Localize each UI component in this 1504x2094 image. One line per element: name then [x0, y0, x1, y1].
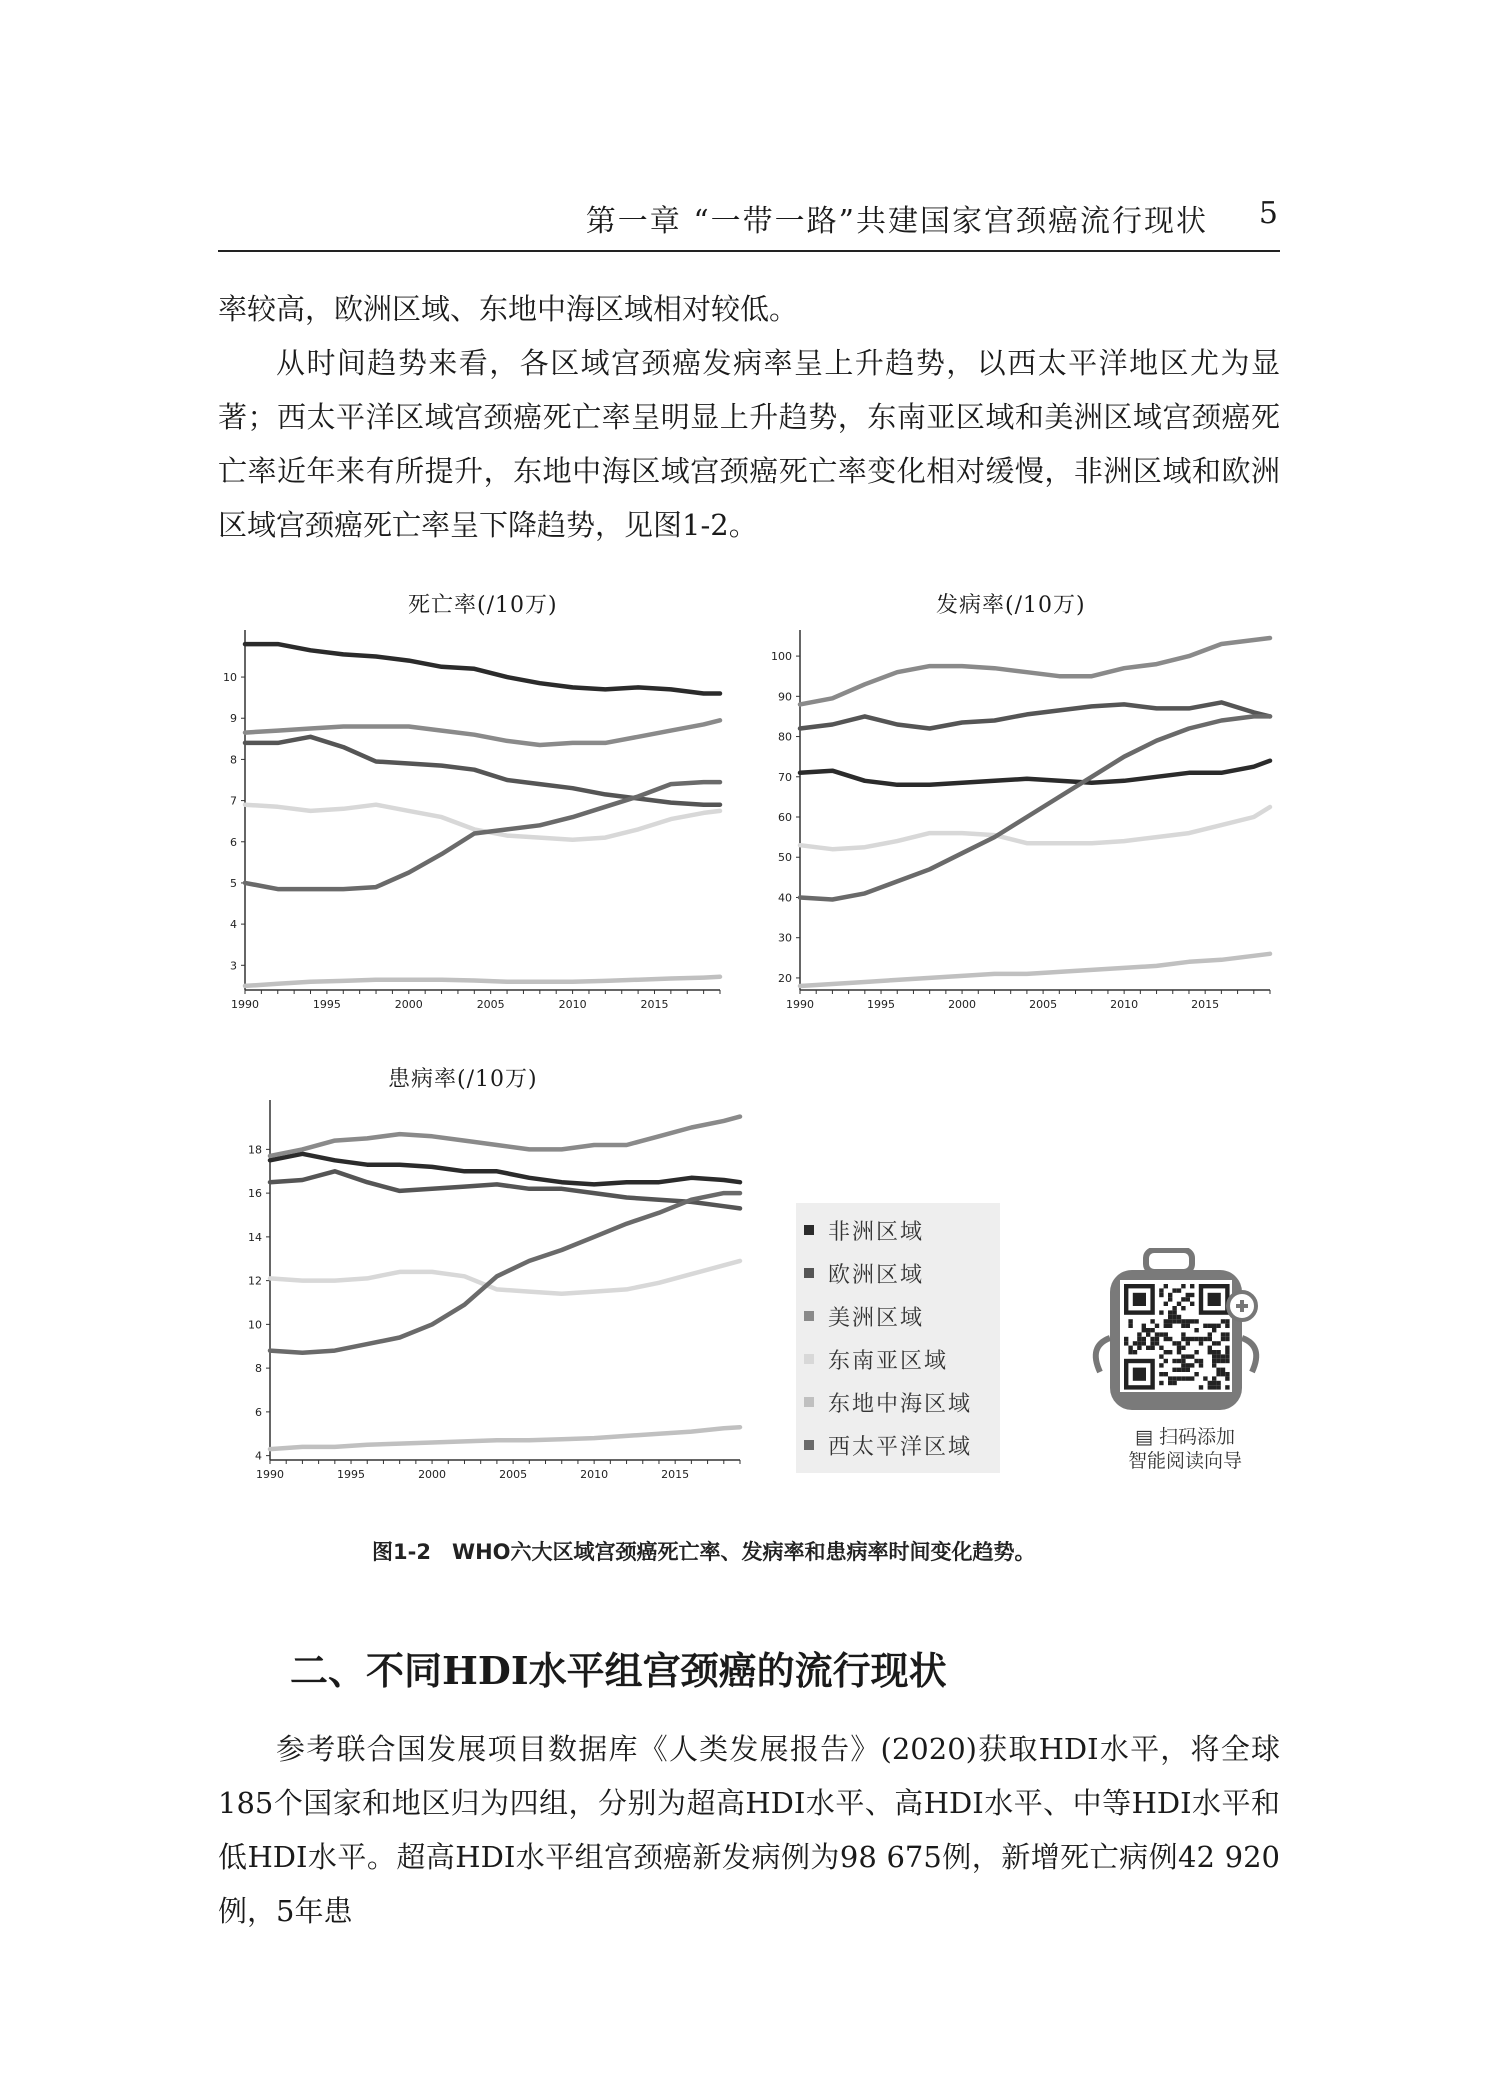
qr-module [1194, 1350, 1198, 1354]
qr-module [1212, 1354, 1216, 1358]
legend-label: 东地中海区域 [828, 1391, 973, 1417]
legend-label: 东南亚区域 [828, 1348, 949, 1374]
qr-module [1168, 1350, 1172, 1354]
y-tick-label: 10 [248, 1318, 262, 1332]
qr-module [1186, 1297, 1190, 1301]
qr-module [1159, 1381, 1163, 1385]
qr-module [1155, 1324, 1159, 1328]
qr-module [1137, 1346, 1141, 1350]
qr-module [1199, 1385, 1203, 1389]
qr-module [1225, 1324, 1229, 1328]
qr-module [1216, 1341, 1220, 1345]
y-tick-label: 3 [230, 959, 237, 973]
qr-module [1164, 1319, 1168, 1323]
qr-module [1212, 1350, 1216, 1354]
y-tick-label: 4 [255, 1449, 262, 1463]
qr-module [1190, 1376, 1194, 1380]
x-tick-label: 2015 [1191, 998, 1220, 1011]
qr-module [1221, 1359, 1225, 1363]
legend-item [804, 1299, 924, 1333]
qr-module [1212, 1324, 1216, 1328]
qr-module [1137, 1332, 1141, 1336]
qr-module [1128, 1324, 1132, 1328]
qr-module [1137, 1337, 1141, 1341]
qr-module [1181, 1368, 1185, 1372]
series-line [270, 1193, 740, 1353]
qr-module [1177, 1350, 1181, 1354]
qr-caption-line2: 智能阅读向导 [1127, 1450, 1242, 1472]
qr-module [1177, 1341, 1181, 1345]
qr-module [1142, 1324, 1146, 1328]
qr-module [1212, 1376, 1216, 1380]
y-tick-label: 6 [230, 835, 237, 849]
qr-module [1177, 1368, 1181, 1372]
qr-module [1186, 1368, 1190, 1372]
paragraph-2: 从时间趋势来看，各区域宫颈癌发病率呈上升趋势，以西太平洋地区尤为显著；西太平洋区域宫颈癌死亡率呈明显上升趋势，东南亚区域和美洲区域宫颈癌死亡率近年来有所提升，东地中海区域宫颈癌死亡率变化相对缓慢，非洲区域和欧洲区域宫颈癌死亡率呈下降趋势，见图1-2。 [218, 346, 1280, 542]
legend-swatch [804, 1397, 814, 1407]
y-tick-label: 100 [771, 650, 792, 664]
qr-module [1181, 1354, 1185, 1358]
x-tick-label: 2010 [558, 998, 587, 1011]
qr-module [1216, 1350, 1220, 1354]
qr-module [1216, 1359, 1220, 1363]
qr-module [1181, 1346, 1185, 1350]
qr-module [1168, 1315, 1172, 1319]
qr-module [1155, 1341, 1159, 1345]
qr-module [1150, 1341, 1154, 1345]
prevalence-chart [215, 1100, 755, 1500]
legend-item [804, 1342, 948, 1376]
qr-module [1194, 1359, 1198, 1363]
qr-module [1142, 1341, 1146, 1345]
y-tick-label: 12 [248, 1274, 262, 1288]
qr-module [1128, 1350, 1132, 1354]
qr-module [1221, 1368, 1225, 1372]
series-line [800, 638, 1270, 704]
qr-module [1172, 1376, 1176, 1380]
qr-module [1142, 1337, 1146, 1341]
qr-module [1128, 1319, 1132, 1323]
qr-module [1208, 1385, 1212, 1389]
qr-caption-line1 [1100, 1425, 1270, 1449]
x-tick-label: 1990 [786, 998, 814, 1011]
incidence-chart [750, 620, 1280, 1030]
qr-module [1212, 1385, 1216, 1389]
qr-module [1124, 1341, 1128, 1345]
legend-swatch [804, 1268, 814, 1278]
qr-module [1168, 1337, 1172, 1341]
legend-item [804, 1256, 924, 1290]
qr-finder-center [1133, 1368, 1146, 1381]
qr-finder-center [1133, 1293, 1146, 1306]
qr-module [1181, 1332, 1185, 1336]
qr-module [1225, 1359, 1229, 1363]
qr-module [1181, 1376, 1185, 1380]
x-tick-label: 2010 [1110, 998, 1139, 1011]
y-tick-label: 60 [778, 811, 792, 825]
qr-module [1190, 1293, 1194, 1297]
qr-module [1168, 1324, 1172, 1328]
qr-module [1172, 1359, 1176, 1363]
legend-item [804, 1385, 972, 1419]
qr-module [1150, 1328, 1154, 1332]
y-tick-label: 16 [248, 1187, 262, 1201]
qr-module [1212, 1363, 1216, 1367]
series-line [270, 1427, 740, 1449]
qr-module [1199, 1341, 1203, 1345]
qr-module [1168, 1293, 1172, 1297]
qr-module [1164, 1324, 1168, 1328]
qr-module [1177, 1376, 1181, 1380]
qr-module [1146, 1328, 1150, 1332]
qr-module [1225, 1372, 1229, 1376]
qr-module [1208, 1346, 1212, 1350]
y-tick-label: 18 [248, 1143, 262, 1157]
series-line [800, 954, 1270, 986]
qr-module [1225, 1346, 1229, 1350]
qr-module [1159, 1354, 1163, 1358]
y-tick-label: 50 [778, 851, 792, 865]
qr-module [1203, 1324, 1207, 1328]
qr-module [1164, 1350, 1168, 1354]
qr-module [1177, 1315, 1181, 1319]
qr-module [1194, 1337, 1198, 1341]
qr-module [1221, 1337, 1225, 1341]
qr-module [1225, 1350, 1229, 1354]
qr-module [1194, 1319, 1198, 1323]
page-number: 5 [1258, 196, 1278, 231]
qr-module [1146, 1332, 1150, 1336]
x-tick-label: 1990 [231, 998, 259, 1011]
legend-label: 非洲区域 [828, 1219, 925, 1245]
y-tick-label: 9 [230, 712, 237, 726]
qr-module [1190, 1354, 1194, 1358]
qr-module [1216, 1381, 1220, 1385]
qr-module [1225, 1376, 1229, 1380]
qr-module [1177, 1288, 1181, 1292]
legend-label: 欧洲区域 [828, 1262, 925, 1288]
qr-module [1168, 1319, 1172, 1323]
qr-module [1124, 1337, 1128, 1341]
series-line [270, 1171, 740, 1208]
qr-module [1172, 1315, 1176, 1319]
paragraph-1: 率较高，欧洲区域、东地中海区域相对较低。 [218, 292, 799, 326]
qr-module [1159, 1372, 1163, 1376]
qr-module [1177, 1319, 1181, 1323]
qr-module [1208, 1381, 1212, 1385]
qr-module [1172, 1368, 1176, 1372]
legend-swatch [804, 1311, 814, 1321]
series-line [245, 720, 720, 745]
legend-swatch [804, 1225, 814, 1235]
qr-module [1225, 1354, 1229, 1358]
qr-module [1172, 1319, 1176, 1323]
qr-module [1146, 1346, 1150, 1350]
x-tick-label: 2015 [661, 1468, 690, 1481]
x-tick-label: 1990 [256, 1468, 284, 1481]
qr-module [1216, 1354, 1220, 1358]
qr-module [1208, 1337, 1212, 1341]
x-tick-label: 2005 [1029, 998, 1058, 1011]
qr-module [1177, 1359, 1181, 1363]
legend-swatch [804, 1440, 814, 1450]
x-tick-label: 1995 [312, 998, 341, 1011]
qr-module [1190, 1319, 1194, 1323]
section-heading: 二、不同HDI水平组宫颈癌的流行现状 [290, 1648, 947, 1693]
qr-module [1181, 1319, 1185, 1323]
qr-module [1181, 1284, 1185, 1288]
qr-module [1181, 1306, 1185, 1310]
legend-label: 西太平洋区域 [828, 1434, 973, 1460]
mortality-chart [215, 620, 735, 1030]
qr-module [1168, 1310, 1172, 1314]
qr-module [1190, 1284, 1194, 1288]
qr-module [1216, 1372, 1220, 1376]
qr-module [1177, 1302, 1181, 1306]
qr-module [1190, 1363, 1194, 1367]
qr-module [1181, 1363, 1185, 1367]
y-tick-label: 8 [255, 1362, 262, 1376]
qr-module [1190, 1337, 1194, 1341]
running-header [218, 190, 1280, 252]
x-tick-label: 2000 [948, 998, 977, 1011]
qr-module [1225, 1385, 1229, 1389]
series-line [800, 716, 1270, 899]
qr-module [1225, 1332, 1229, 1336]
qr-module [1208, 1332, 1212, 1336]
series-line [270, 1261, 740, 1294]
y-tick-label: 70 [778, 770, 792, 784]
qr-module [1172, 1310, 1176, 1314]
y-tick-label: 6 [255, 1405, 262, 1419]
qr-module [1172, 1306, 1176, 1310]
qr-module [1164, 1302, 1168, 1306]
qr-module [1168, 1381, 1172, 1385]
qr-module [1199, 1337, 1203, 1341]
qr-module [1181, 1337, 1185, 1341]
chart-title-incidence: 发病率(/10万) [936, 593, 1086, 618]
chart-title-mortality: 死亡率(/10万) [408, 593, 558, 618]
qr-module [1172, 1381, 1176, 1385]
y-tick-label: 4 [230, 918, 237, 932]
qr-module [1186, 1341, 1190, 1345]
qr-code-icon [1066, 1248, 1286, 1428]
qr-module [1150, 1346, 1154, 1350]
qr-module [1194, 1328, 1198, 1332]
chapter-title: 第一章 “一带一路”共建国家宫颈癌流行现状 [585, 204, 1208, 239]
qr-module [1159, 1310, 1163, 1314]
series-line [245, 644, 720, 693]
qr-module [1150, 1319, 1154, 1323]
x-tick-label: 1995 [337, 1468, 366, 1481]
qr-module [1199, 1359, 1203, 1363]
qr-module [1164, 1337, 1168, 1341]
series-line [800, 761, 1270, 785]
qr-module [1203, 1337, 1207, 1341]
x-tick-label: 2005 [499, 1468, 528, 1481]
qr-module [1221, 1372, 1225, 1376]
qr-module [1216, 1385, 1220, 1389]
qr-module [1216, 1324, 1220, 1328]
qr-module [1133, 1341, 1137, 1345]
qr-module [1128, 1346, 1132, 1350]
qr-module [1221, 1354, 1225, 1358]
qr-module [1159, 1293, 1163, 1297]
qr-module [1181, 1359, 1185, 1363]
qr-module [1225, 1319, 1229, 1323]
qr-module [1212, 1359, 1216, 1363]
qr-module [1155, 1337, 1159, 1341]
qr-module [1186, 1337, 1190, 1341]
legend-item [804, 1213, 924, 1247]
qr-module [1203, 1376, 1207, 1380]
y-tick-label: 8 [230, 753, 237, 767]
y-tick-label: 14 [248, 1230, 262, 1244]
y-tick-label: 30 [778, 931, 792, 945]
qr-module [1159, 1332, 1163, 1336]
qr-module [1137, 1341, 1141, 1345]
y-tick-label: 90 [778, 690, 792, 704]
legend-label: 美洲区域 [828, 1305, 925, 1331]
y-tick-label: 7 [230, 794, 237, 808]
y-tick-label: 20 [778, 971, 792, 985]
legend-item [804, 1428, 972, 1462]
qr-module [1168, 1297, 1172, 1301]
qr-module [1212, 1328, 1216, 1332]
qr-module [1208, 1324, 1212, 1328]
qr-module [1172, 1341, 1176, 1345]
qr-finder-center [1208, 1293, 1221, 1306]
qr-module [1159, 1288, 1163, 1292]
y-tick-label: 5 [230, 876, 237, 890]
qr-module [1186, 1319, 1190, 1323]
x-tick-label: 2000 [418, 1468, 447, 1481]
qr-module [1168, 1376, 1172, 1380]
chart-title-prevalence: 患病率(/10万) [388, 1067, 538, 1092]
x-tick-label: 2010 [580, 1468, 609, 1481]
series-line [245, 977, 720, 986]
qr-module [1199, 1363, 1203, 1367]
qr-module [1186, 1293, 1190, 1297]
y-tick-label: 40 [778, 891, 792, 905]
qr-module [1190, 1302, 1194, 1306]
qr-module [1221, 1332, 1225, 1336]
qr-module [1186, 1354, 1190, 1358]
qr-module [1208, 1350, 1212, 1354]
x-tick-label: 2000 [394, 998, 423, 1011]
qr-module [1133, 1350, 1137, 1354]
body-paragraph: 参考联合国发展项目数据库《人类发展报告》(2020)获取HDI水平，将全球185个国家和地区归为四组，分别为超高HDI水平、高HDI水平、中等HDI水平和低HDI水平。超高HDI水平组宫颈癌新发病例为98 675例，新增死亡病例42 920例，5年患 [218, 1732, 1280, 1928]
x-tick-label: 1995 [867, 998, 896, 1011]
series-line [270, 1117, 740, 1156]
qr-module [1212, 1341, 1216, 1345]
qr-module [1177, 1346, 1181, 1350]
qr-module [1159, 1363, 1163, 1367]
legend-swatch [804, 1354, 814, 1364]
y-tick-label: 80 [778, 730, 792, 744]
qr-module [1150, 1337, 1154, 1341]
qr-module [1186, 1324, 1190, 1328]
qr-caption [1100, 1425, 1270, 1473]
qr-module [1225, 1337, 1229, 1341]
qr-module [1181, 1297, 1185, 1301]
qr-module [1164, 1332, 1168, 1336]
qr-module [1216, 1368, 1220, 1372]
qr-module [1194, 1372, 1198, 1376]
qr-caption-text1: 扫码添加 [1158, 1426, 1235, 1448]
x-tick-label: 2005 [476, 998, 505, 1011]
qr-module [1164, 1372, 1168, 1376]
qr-module [1221, 1319, 1225, 1323]
qr-module [1172, 1288, 1176, 1292]
qr-module [1186, 1363, 1190, 1367]
qr-module [1212, 1381, 1216, 1385]
series-line [270, 1154, 740, 1185]
qr-module [1155, 1332, 1159, 1336]
x-tick-label: 2015 [640, 998, 669, 1011]
qr-module [1181, 1324, 1185, 1328]
qr-module [1164, 1359, 1168, 1363]
qr-module [1159, 1346, 1163, 1350]
qr-module [1164, 1284, 1168, 1288]
qr-module [1142, 1328, 1146, 1332]
qr-module [1186, 1376, 1190, 1380]
figure-caption: 图1-2 WHO六大区域宫颈癌死亡率、发病率和患病率时间变化趋势。 [372, 1540, 1036, 1564]
y-tick-label: 10 [223, 671, 237, 685]
chart-legend [796, 1203, 1000, 1473]
book-icon: ▤ [1134, 1426, 1153, 1448]
